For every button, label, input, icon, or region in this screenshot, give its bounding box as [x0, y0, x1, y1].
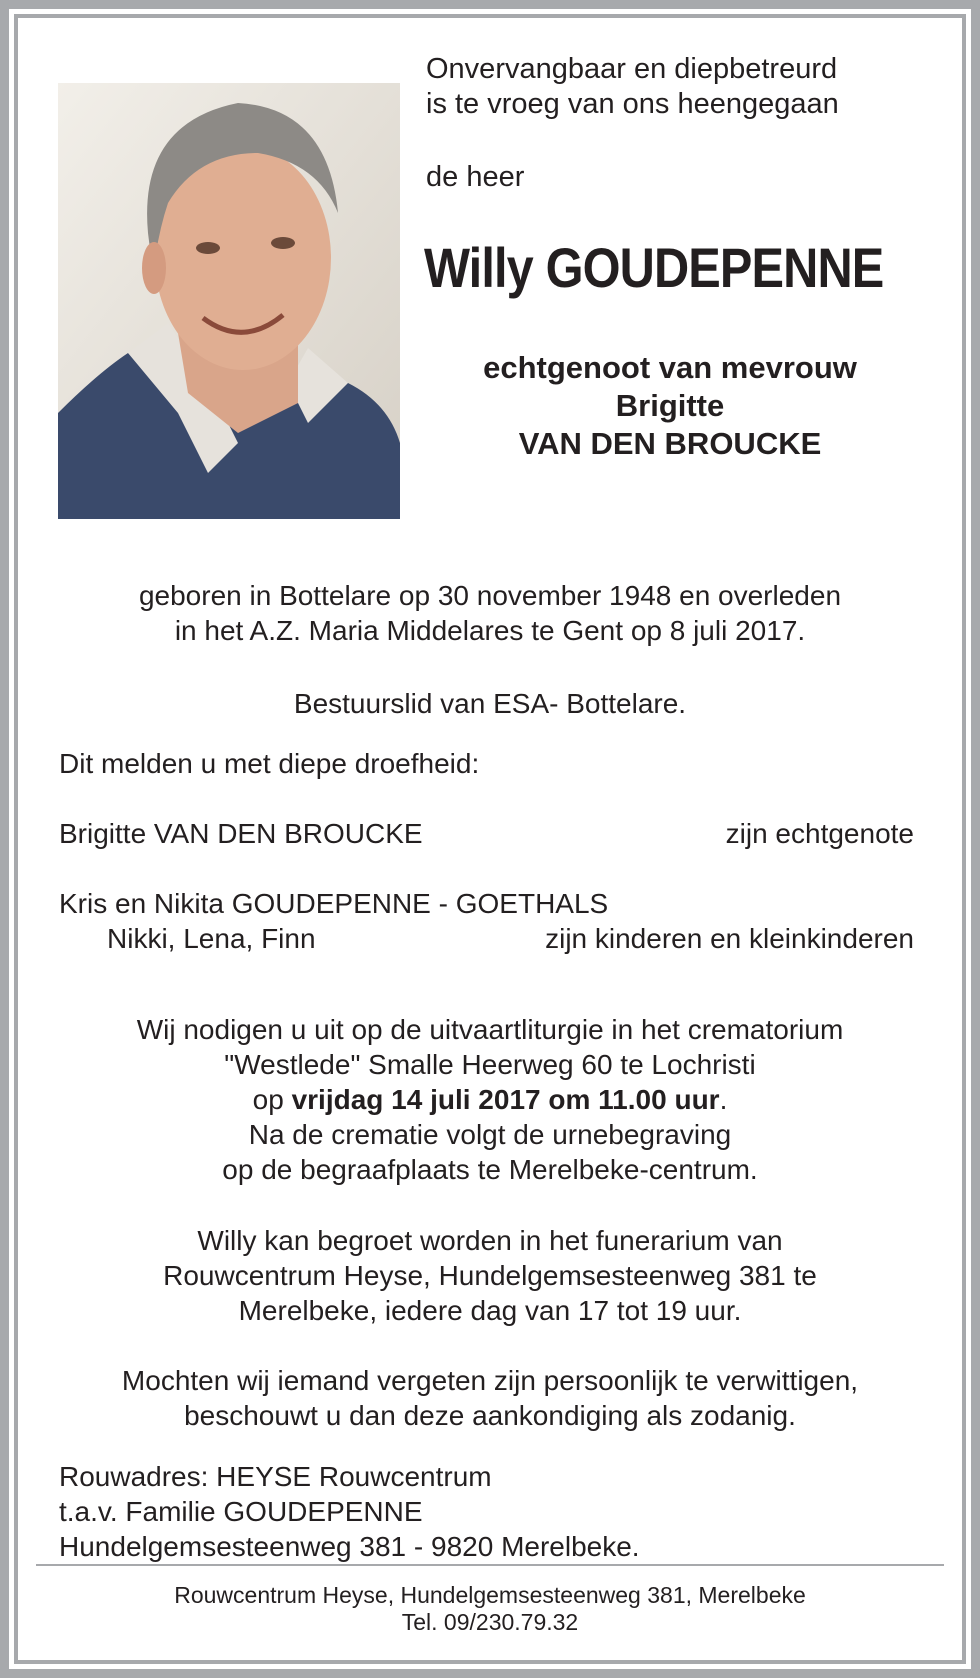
notice-line-2: beschouwt u dan deze aankondiging als zodanig.: [184, 1400, 796, 1431]
ceremony-line-4: Na de crematie volgt de urnebegraving: [248, 1119, 732, 1150]
birth-line-2: in het A.Z. Maria Middelares te Gent op 8 juli 2017.: [174, 615, 806, 646]
spouse-line-3: VAN DEN BROUCKE: [518, 426, 822, 461]
ceremony-date: vrijdag 14 juli 2017 om 11.00 uur: [291, 1084, 720, 1115]
footer-divider: [36, 1564, 944, 1566]
visit-info: [40, 1223, 940, 1328]
intro-text: [426, 52, 839, 122]
role-text: Bestuurslid van ESA- Bottelare.: [293, 688, 687, 719]
footer-line-2: Tel. 09/230.79.32: [401, 1609, 579, 1635]
notice-text: [40, 1363, 940, 1433]
ceremony-line-5: op de begraafplaats te Merelbeke-centrum.: [222, 1154, 758, 1185]
visit-line-1: Willy kan begroet worden in het funerarium van: [197, 1225, 783, 1256]
mourning-address: [59, 1459, 640, 1564]
spouse-line-1: echtgenoot van mevrouw: [483, 350, 857, 385]
deceased-name: Willy GOUDEPENNE: [424, 236, 884, 299]
ceremony-line-3-prefix: op: [252, 1084, 292, 1115]
family-subname-2: Nikki, Lena, Finn: [107, 923, 316, 954]
footer-line-1: Rouwcentrum Heyse, Hundelgemsesteenweg 381, Merelbeke: [174, 1582, 806, 1608]
family-name-1: Brigitte VAN DEN BROUCKE: [59, 818, 423, 849]
ceremony-line-1: Wij nodigen u uit op de uitvaartliturgie in het crematorium: [136, 1014, 844, 1045]
title-prefix: de heer: [426, 161, 525, 193]
ceremony-line-2: "Westlede" Smalle Heerweg 60 te Lochristi: [224, 1049, 756, 1080]
birth-death-info: [40, 578, 940, 648]
intro-line-1: Onvervangbaar en diepbetreurd: [426, 53, 838, 85]
spouse-block: [420, 349, 920, 463]
portrait-photo: [58, 83, 400, 519]
address-line-1: Rouwadres: HEYSE Rouwcentrum: [59, 1461, 492, 1492]
visit-line-2: Rouwcentrum Heyse, Hundelgemsesteenweg 381 te: [163, 1260, 817, 1291]
address-line-3: Hundelgemsesteenweg 381 - 9820 Merelbeke.: [59, 1531, 640, 1562]
intro-line-2: is te vroeg van ons heengegaan: [426, 88, 839, 120]
notice-line-1: Mochten wij iemand vergeten zijn persoonlijk te verwittigen,: [121, 1365, 859, 1396]
announce-text: Dit melden u met diepe droefheid:: [59, 748, 480, 779]
ceremony-line-3: [40, 1082, 940, 1117]
family-name-2: Kris en Nikita GOUDEPENNE - GOETHALS: [59, 888, 609, 919]
birth-line-1: geboren in Bottelare op 30 november 1948 en overleden: [138, 580, 842, 611]
footer: [40, 1582, 940, 1636]
ceremony-info: [40, 1012, 940, 1187]
ceremony-line-3-suffix: .: [719, 1084, 728, 1115]
address-line-2: t.a.v. Familie GOUDEPENNE: [59, 1496, 423, 1527]
visit-line-3: Merelbeke, iedere dag van 17 tot 19 uur.: [238, 1295, 742, 1326]
family-relation-2: zijn kinderen en kleinkinderen: [545, 923, 914, 954]
spouse-line-2: Brigitte: [615, 388, 725, 423]
family-relation-1: zijn echtgenote: [725, 818, 914, 849]
